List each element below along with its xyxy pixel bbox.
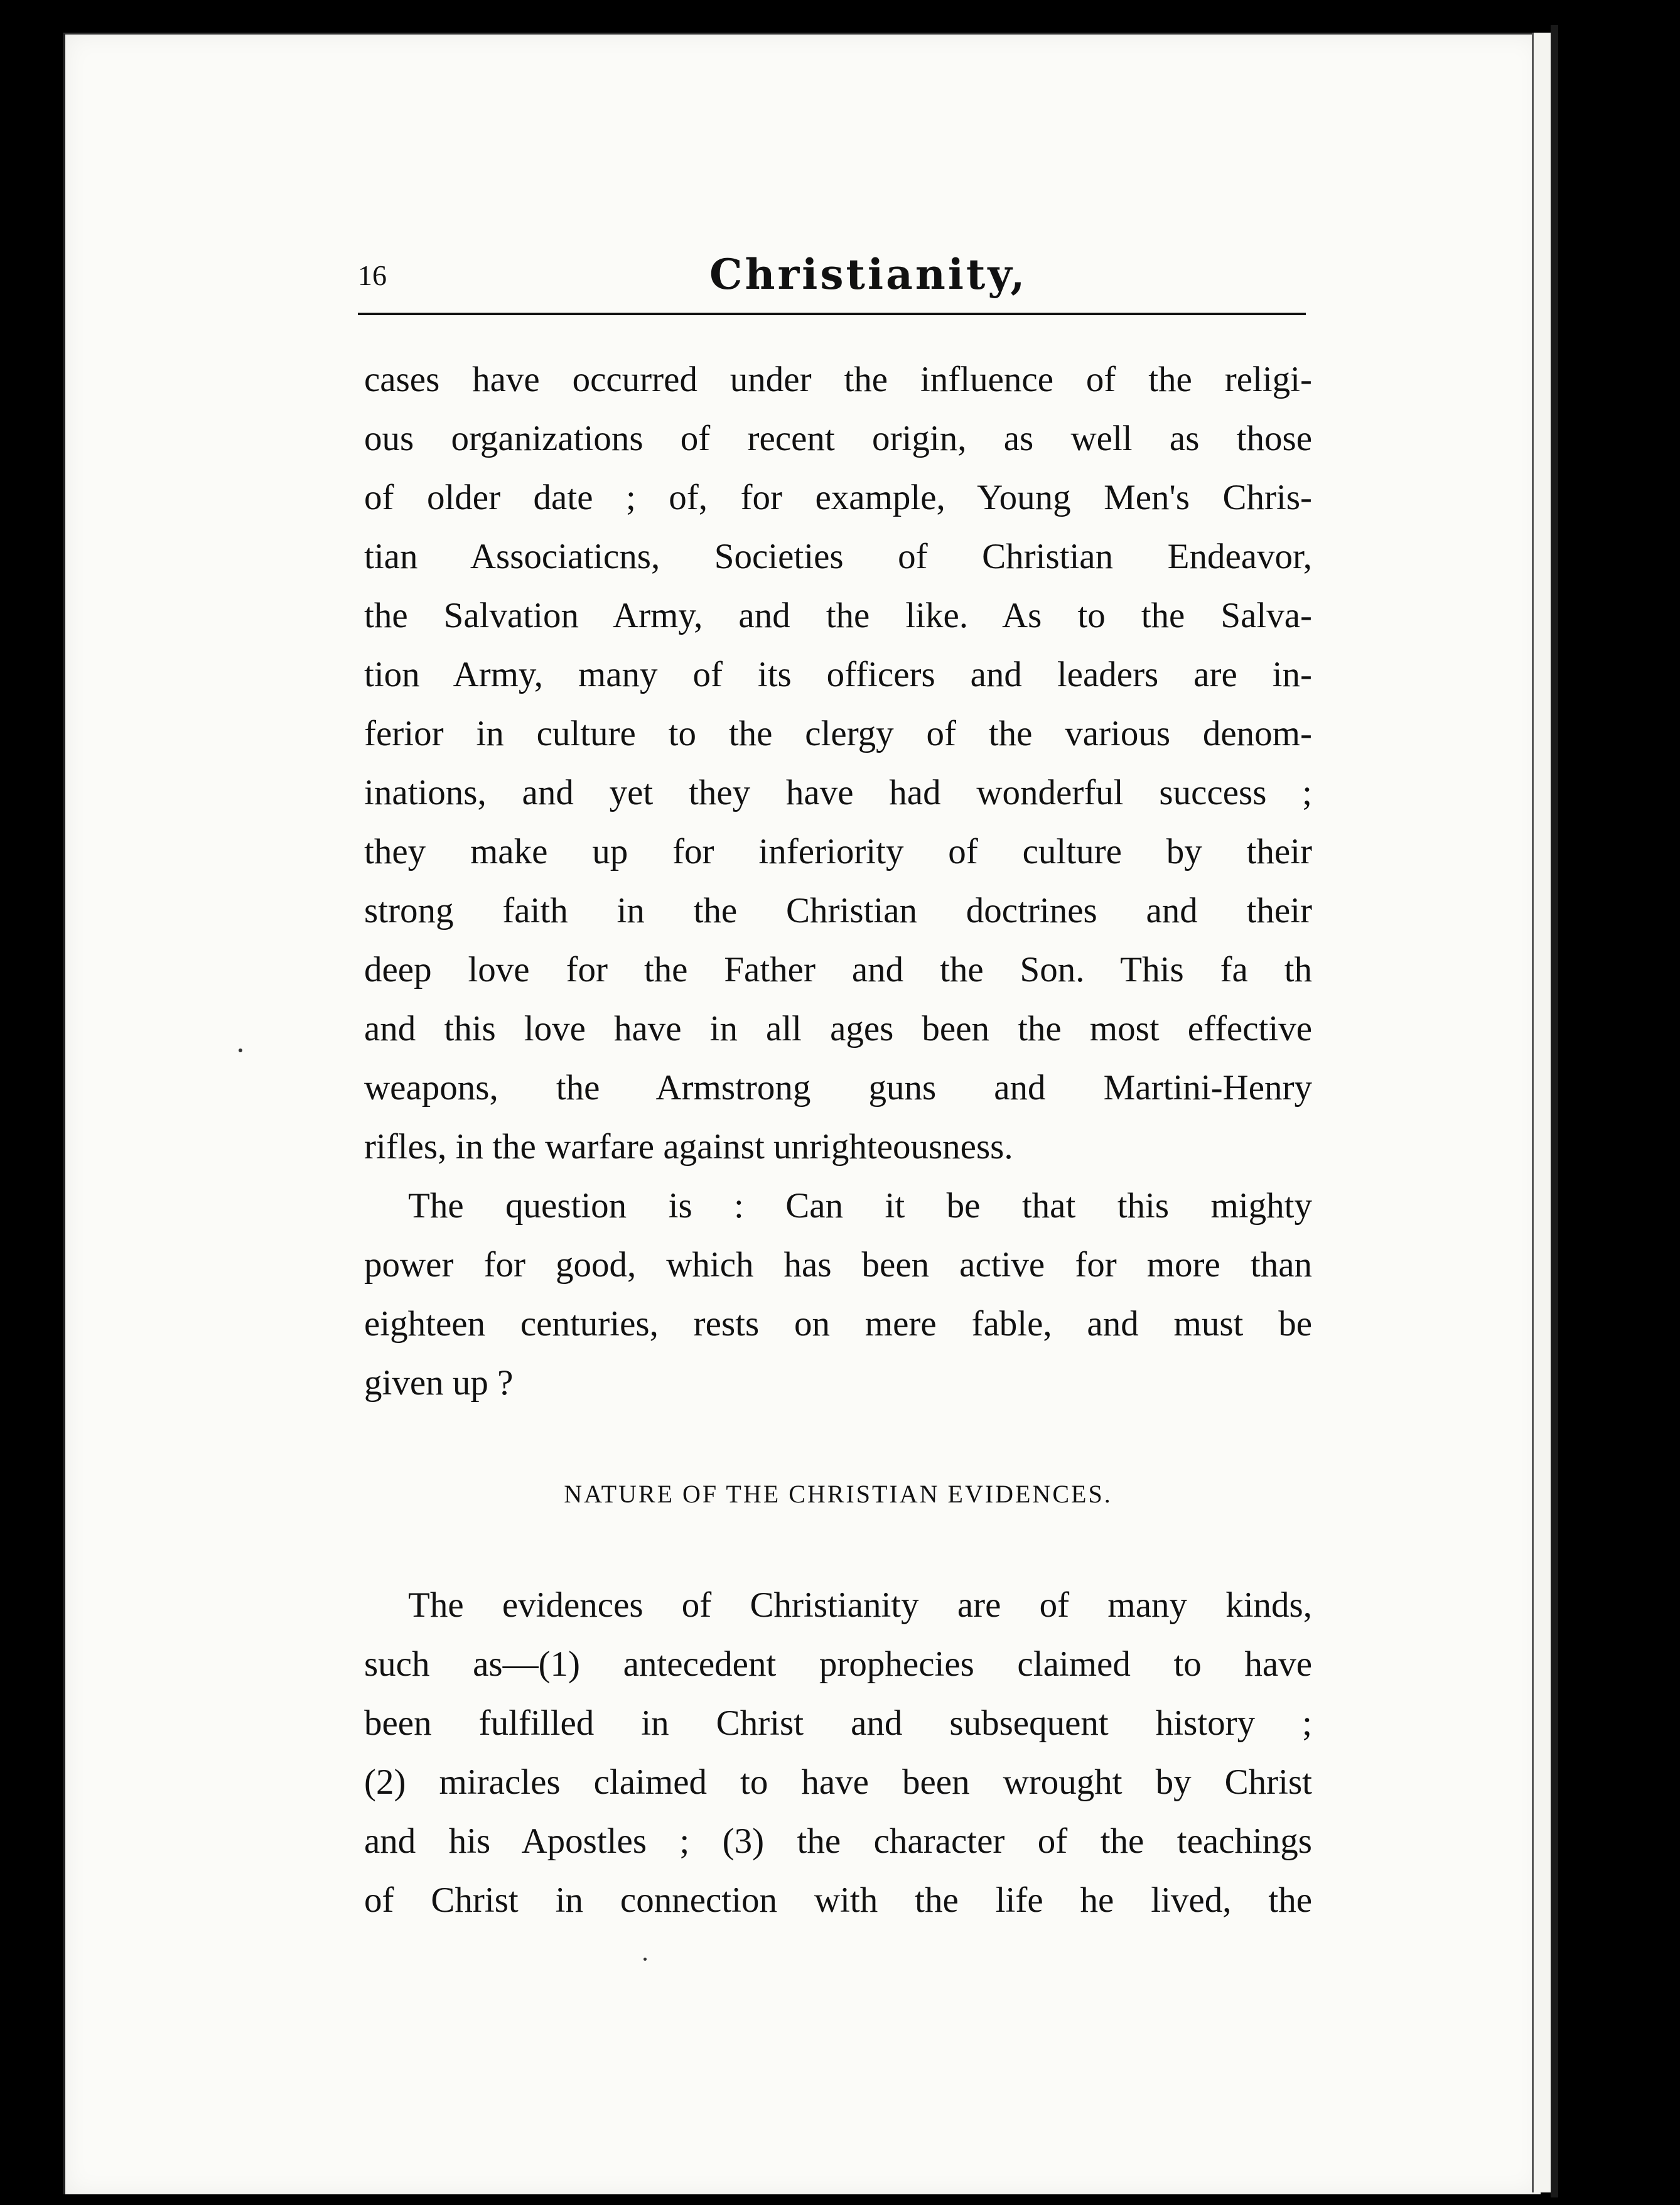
text-line: eighteen centuries, rests on mere fable, and must be — [364, 1304, 1312, 1344]
text-line: ous organizations of recent origin, as well as those — [364, 419, 1312, 458]
paragraph-2 — [364, 1177, 1312, 1413]
text-line: and this love have in all ages been the most effective — [364, 1009, 1312, 1049]
binding-shadow — [1551, 25, 1558, 2197]
text-line: deep love for the Father and the Son. This fa th — [364, 950, 1312, 989]
text-line: given up ? — [364, 1363, 514, 1403]
text-line: tian Associaticns, Societies of Christian Endeavor, — [364, 537, 1312, 576]
text-line: (2) miracles claimed to have been wrought by Christ — [364, 1762, 1312, 1802]
text-line: the Salvation Army, and the like. As to the Salva- — [364, 596, 1312, 635]
scan-speck — [239, 1049, 242, 1052]
text-line: strong faith in the Christian doctrines and their — [364, 891, 1312, 930]
scan-background — [1558, 0, 1680, 2205]
text-line: The question is : Can it be that this mighty — [408, 1186, 1312, 1226]
page-number: 16 — [358, 259, 387, 291]
text-line: weapons, the Armstrong guns and Martini-Henry — [364, 1068, 1312, 1108]
text-line: of Christ in connection with the life he lived, the — [364, 1880, 1312, 1920]
scan-speck — [643, 1958, 647, 1961]
paragraph-1 — [364, 350, 1312, 1177]
text-line: inations, and yet they have had wonderful success ; — [364, 773, 1312, 812]
text-line: rifles, in the warfare against unrighteousness. — [364, 1127, 1013, 1167]
text-line: been fulfilled in Christ and subsequent history ; — [364, 1703, 1312, 1743]
text-line: power for good, which has been active for more than — [364, 1245, 1312, 1285]
paragraph-3 — [364, 1576, 1312, 1930]
text-line: The evidences of Christianity are of many kinds, — [408, 1585, 1312, 1625]
body-text — [364, 350, 1312, 1930]
text-line: ferior in culture to the clergy of the various denom- — [364, 714, 1312, 753]
page-header — [358, 251, 1306, 301]
text-line: tion Army, many of its officers and leaders are in- — [364, 655, 1312, 694]
text-line: cases have occurred under the influence of the religi- — [364, 360, 1312, 399]
text-line: and his Apostles ; (3) the character of the teachings — [364, 1821, 1312, 1861]
text-line: of older date ; of, for example, Young Men's Chris- — [364, 478, 1312, 517]
text-line: they make up for inferiority of culture by their — [364, 832, 1312, 871]
section-heading: NATURE OF THE CHRISTIAN EVIDENCES. — [564, 1480, 1112, 1508]
text-line: such as—(1) antecedent prophecies claimed to have — [364, 1644, 1312, 1684]
header-rule — [358, 313, 1306, 315]
running-title: Christianity, — [709, 250, 1028, 299]
